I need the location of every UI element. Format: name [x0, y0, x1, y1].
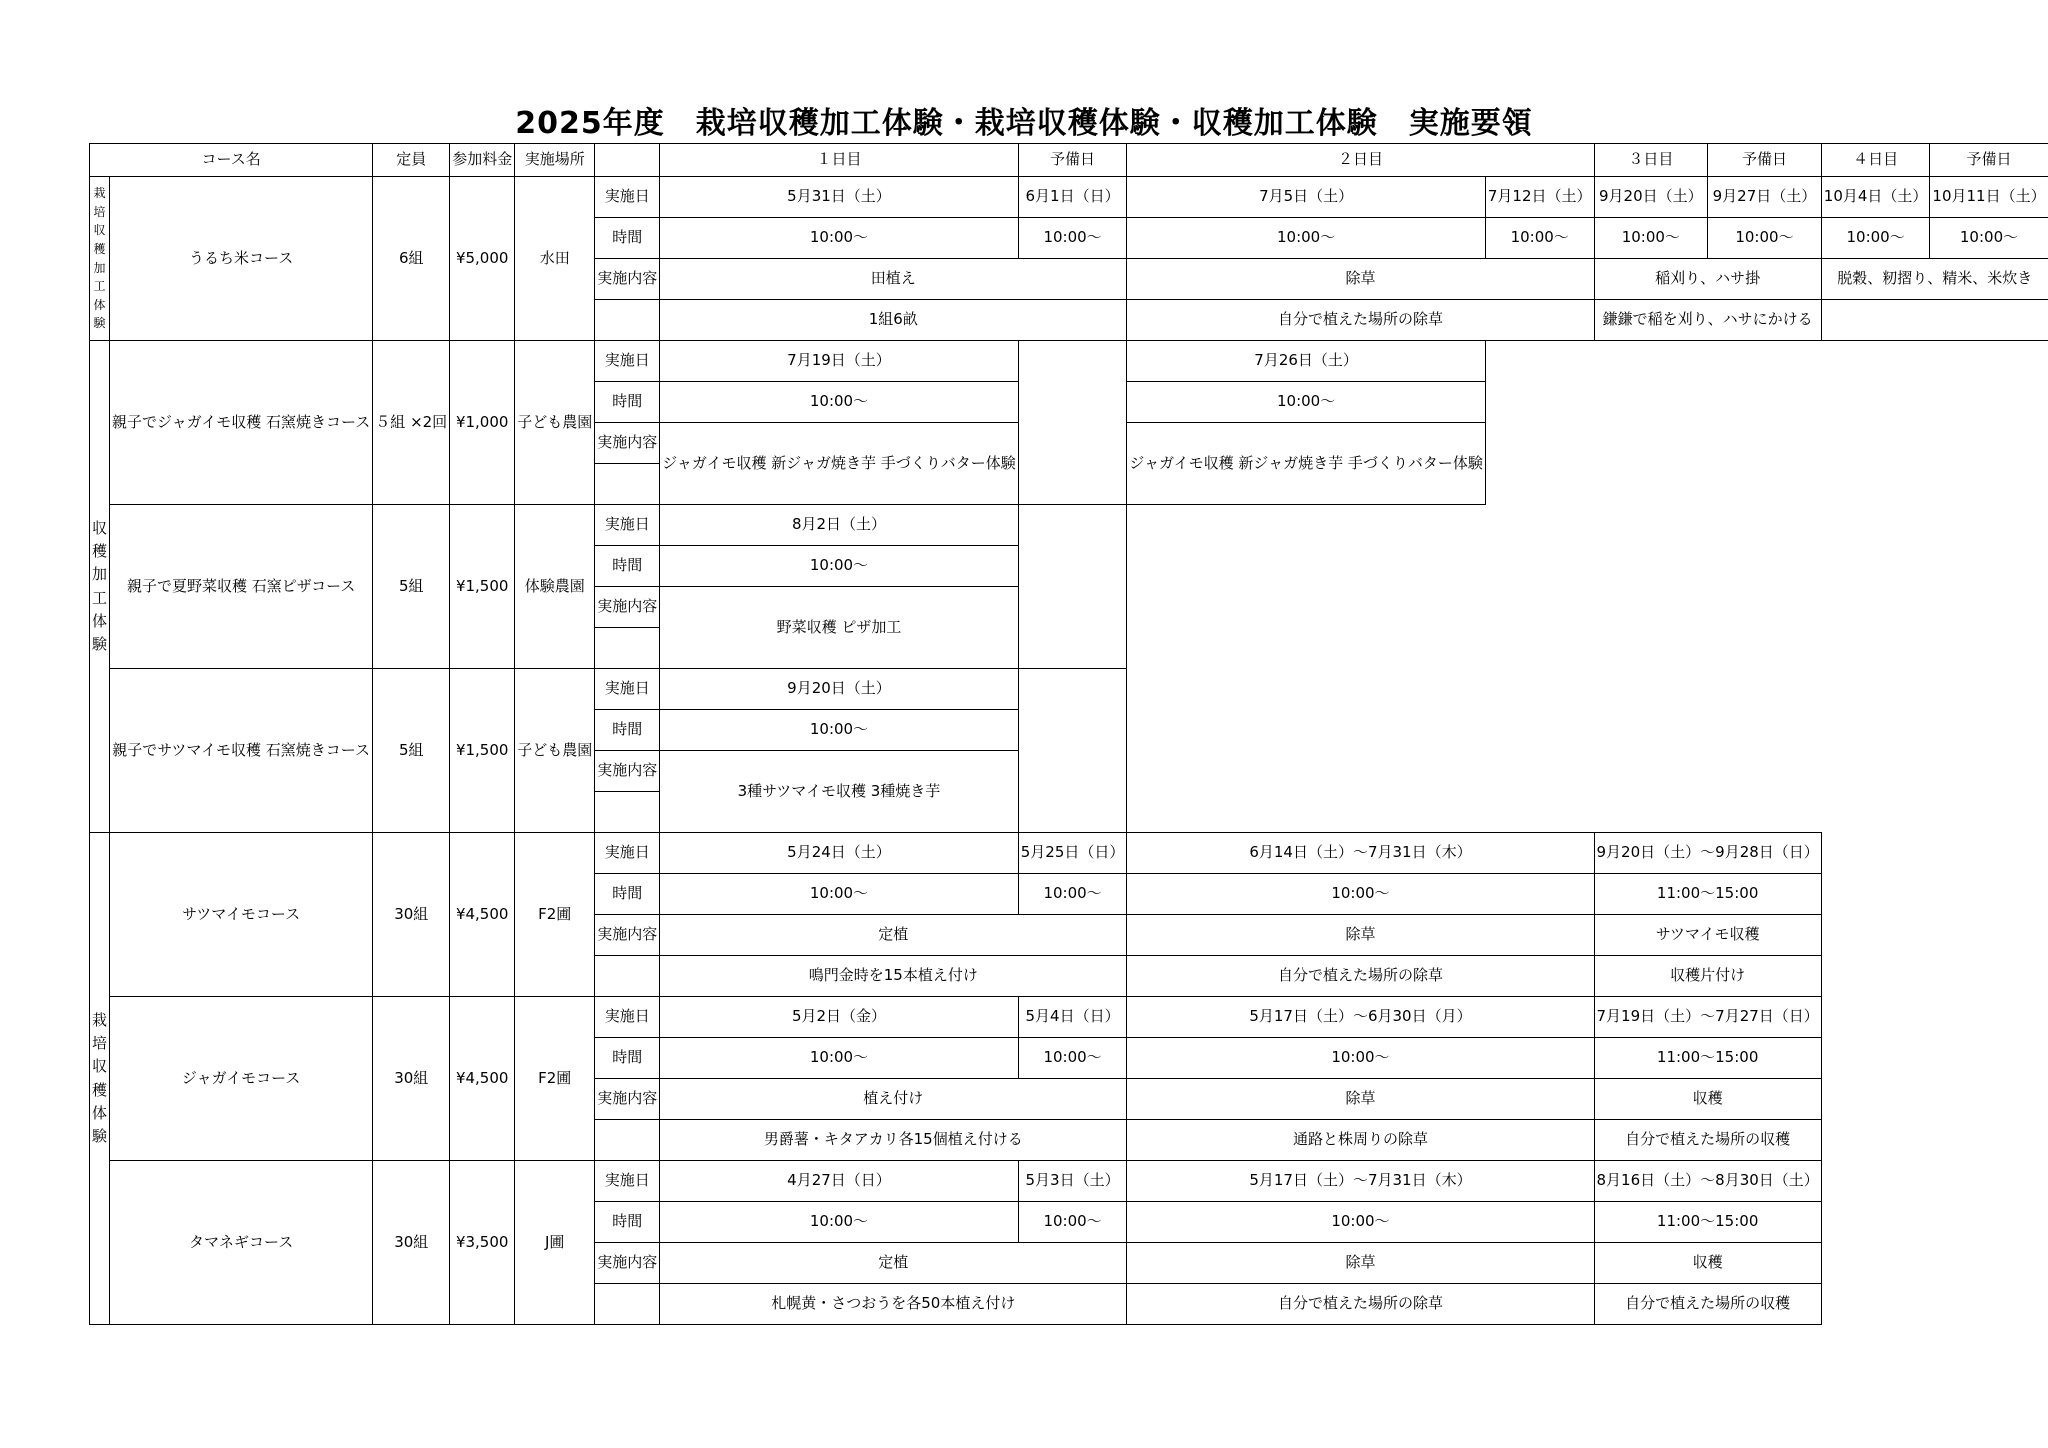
course-place: 水田: [515, 177, 595, 341]
date-cell: 9月20日（土）: [1594, 177, 1708, 218]
row-label-time: 時間: [595, 218, 660, 259]
group-label-cultivation-harvest: 栽 培 収 穫 体 験: [90, 833, 110, 1325]
row-label-content: 実施内容: [595, 1243, 660, 1284]
note-cell: 鎌鎌で稲を刈り、ハサにかける: [1594, 300, 1821, 341]
row-label-time: 時間: [595, 710, 660, 751]
course-capacity: 6組: [373, 177, 450, 341]
date-cell: 9月20日（土）: [660, 669, 1019, 710]
note-cell: 自分で植えた場所の除草: [1127, 300, 1594, 341]
time-cell: 10:00～: [1018, 218, 1127, 259]
content-cell: 除草: [1127, 259, 1594, 300]
course-place: F2圃: [515, 833, 595, 997]
course-fee: ¥4,500: [450, 997, 515, 1161]
date-cell: 6月14日（土）～7月31日（木）: [1127, 833, 1594, 874]
course-name: うるち米コース: [110, 177, 373, 341]
header-row: [90, 144, 2048, 177]
row-label-date: 実施日: [595, 505, 660, 546]
note-cell: 鳴門金時を15本植え付け: [660, 956, 1127, 997]
note-cell: 通路と株周りの除草: [1127, 1120, 1594, 1161]
time-cell: 10:00～: [1127, 874, 1594, 915]
row-label-content: 実施内容: [595, 915, 660, 956]
header-item: [595, 144, 660, 177]
time-cell: 10:00～: [660, 546, 1019, 587]
course-capacity: 5組: [373, 669, 450, 833]
row-label-date: 実施日: [595, 833, 660, 874]
row-label-content: 実施内容: [595, 751, 660, 792]
course-name: ジャガイモコース: [110, 997, 373, 1161]
schedule-table: [89, 143, 2048, 1325]
note-cell: 札幌黄・さつおうを各50本植え付け: [660, 1284, 1127, 1325]
date-cell: 7月12日（土）: [1485, 177, 1594, 218]
note-cell: [1821, 300, 2048, 341]
note-cell: 自分で植えた場所の収穫: [1594, 1120, 1821, 1161]
course-place: 子ども農園: [515, 341, 595, 505]
row-label-time: 時間: [595, 382, 660, 423]
row-label-note: [595, 464, 660, 505]
group-label-harvest-processing: 収 穫 加 工 体 験: [90, 341, 110, 833]
note-cell: 自分で植えた場所の除草: [1127, 1284, 1594, 1325]
time-cell: 10:00～: [1018, 874, 1127, 915]
row-label-note: [595, 1284, 660, 1325]
date-cell: 5月24日（土）: [660, 833, 1019, 874]
date-cell: 6月1日（日）: [1018, 177, 1127, 218]
row-label-date: 実施日: [595, 1161, 660, 1202]
time-cell: 10:00～: [660, 382, 1019, 423]
course-fee: ¥5,000: [450, 177, 515, 341]
header-day4: ４日目: [1821, 144, 1930, 177]
content-cell: ジャガイモ収穫 新ジャガ焼き芋 手づくりバター体験: [660, 423, 1019, 505]
time-cell: 11:00～15:00: [1594, 1038, 1821, 1079]
date-cell: 5月17日（土）～7月31日（木）: [1127, 1161, 1594, 1202]
date-cell: 8月2日（土）: [660, 505, 1019, 546]
row-label-note: [595, 1120, 660, 1161]
course-capacity: 30組: [373, 833, 450, 997]
date-cell: 5月31日（土）: [660, 177, 1019, 218]
time-cell: 10:00～: [1821, 218, 1930, 259]
header-reserve3: 予備日: [1708, 144, 1822, 177]
row-label-time: 時間: [595, 1038, 660, 1079]
table-row: [90, 1161, 2048, 1202]
group-label-cultivation-harvest-processing: 栽 培 収 穫 加 工 体 験: [90, 177, 110, 341]
header-fee: 参加料金: [450, 144, 515, 177]
note-cell: 男爵薯・キタアカリ各15個植え付ける: [660, 1120, 1127, 1161]
content-cell: ジャガイモ収穫 新ジャガ焼き芋 手づくりバター体験: [1127, 423, 1486, 505]
course-fee: ¥1,000: [450, 341, 515, 505]
time-cell: 10:00～: [660, 218, 1019, 259]
header-place: 実施場所: [515, 144, 595, 177]
empty-area: [1485, 341, 2048, 833]
date-cell: 5月4日（日）: [1018, 997, 1127, 1038]
row-label-note: [595, 792, 660, 833]
schedule-sheet: [89, 143, 2048, 1325]
header-reserve4: 予備日: [1930, 144, 2048, 177]
time-cell: 10:00～: [1127, 218, 1486, 259]
content-cell: 除草: [1127, 1079, 1594, 1120]
row-label-content: 実施内容: [595, 587, 660, 628]
date-cell: 10月4日（土）: [1821, 177, 1930, 218]
date-cell: 10月11日（土）: [1930, 177, 2048, 218]
date-cell: 7月19日（土）: [660, 341, 1019, 382]
empty-reserve-cell: [1018, 669, 1127, 833]
time-cell: 10:00～: [1018, 1038, 1127, 1079]
header-day2: ２日目: [1127, 144, 1594, 177]
time-cell: 10:00～: [660, 1038, 1019, 1079]
time-cell: 10:00～: [1127, 1202, 1594, 1243]
row-label-content: 実施内容: [595, 423, 660, 464]
date-cell: 4月27日（日）: [660, 1161, 1019, 1202]
date-cell: 7月5日（土）: [1127, 177, 1486, 218]
page-title: 2025年度 栽培収穫加工体験・栽培収穫体験・収穫加工体験 実施要領: [515, 106, 1533, 141]
row-label-date: 実施日: [595, 341, 660, 382]
empty-reserve-cell: [1018, 341, 1127, 505]
row-label-note: [595, 300, 660, 341]
course-place: 体験農園: [515, 505, 595, 669]
table-row: [90, 997, 2048, 1038]
course-place: F2圃: [515, 997, 595, 1161]
row-label-date: 実施日: [595, 997, 660, 1038]
content-cell: 除草: [1127, 1243, 1594, 1284]
time-cell: 11:00～15:00: [1594, 1202, 1821, 1243]
content-cell: 定植: [660, 1243, 1127, 1284]
time-cell: 10:00～: [1127, 1038, 1594, 1079]
date-cell: 5月17日（土）～6月30日（月）: [1127, 997, 1594, 1038]
content-cell: サツマイモ収穫: [1594, 915, 1821, 956]
row-label-date: 実施日: [595, 177, 660, 218]
date-cell: 9月27日（土）: [1708, 177, 1822, 218]
content-cell: 除草: [1127, 915, 1594, 956]
time-cell: 10:00～: [660, 874, 1019, 915]
time-cell: 10:00～: [660, 710, 1019, 751]
row-label-date: 実施日: [595, 669, 660, 710]
time-cell: 10:00～: [1594, 218, 1708, 259]
course-capacity: 30組: [373, 997, 450, 1161]
course-fee: ¥3,500: [450, 1161, 515, 1325]
header-capacity: 定員: [373, 144, 450, 177]
row-label-time: 時間: [595, 546, 660, 587]
row-label-time: 時間: [595, 1202, 660, 1243]
empty-reserve-cell: [1018, 505, 1127, 669]
date-cell: 7月19日（土）～7月27日（日）: [1594, 997, 1821, 1038]
course-capacity: ５組 ×2回: [373, 341, 450, 505]
note-cell: 1組6畝: [660, 300, 1127, 341]
content-cell: 3種サツマイモ収穫 3種焼き芋: [660, 751, 1019, 833]
time-cell: 10:00～: [1127, 382, 1486, 423]
course-fee: ¥1,500: [450, 505, 515, 669]
row-label-content: 実施内容: [595, 259, 660, 300]
content-cell: 田植え: [660, 259, 1127, 300]
time-cell: 10:00～: [1018, 1202, 1127, 1243]
course-capacity: 30組: [373, 1161, 450, 1325]
content-cell: 稲刈り、ハサ掛: [1594, 259, 1821, 300]
time-cell: 11:00～15:00: [1594, 874, 1821, 915]
content-cell: 脱穀、籾摺り、精米、米炊き: [1821, 259, 2048, 300]
course-name: 親子でサツマイモ収穫 石窯焼きコース: [110, 669, 373, 833]
date-cell: 5月25日（日）: [1018, 833, 1127, 874]
row-label-content: 実施内容: [595, 1079, 660, 1120]
note-cell: 収穫片付け: [1594, 956, 1821, 997]
note-cell: 自分で植えた場所の除草: [1127, 956, 1594, 997]
time-cell: 10:00～: [1485, 218, 1594, 259]
content-cell: 野菜収穫 ピザ加工: [660, 587, 1019, 669]
time-cell: 10:00～: [1930, 218, 2048, 259]
course-capacity: 5組: [373, 505, 450, 669]
table-row: [90, 833, 2048, 874]
date-cell: 9月20日（土）～9月28日（日）: [1594, 833, 1821, 874]
row-label-note: [595, 956, 660, 997]
note-cell: 自分で植えた場所の収穫: [1594, 1284, 1821, 1325]
table-row: [90, 177, 2048, 218]
table-row: [90, 341, 2048, 382]
course-name: サツマイモコース: [110, 833, 373, 997]
date-cell: 7月26日（土）: [1127, 341, 1486, 382]
course-name: タマネギコース: [110, 1161, 373, 1325]
date-cell: 8月16日（土）～8月30日（土）: [1594, 1161, 1821, 1202]
row-label-time: 時間: [595, 874, 660, 915]
empty-day4-area: [1821, 833, 2048, 1325]
course-fee: ¥4,500: [450, 833, 515, 997]
course-name: 親子でジャガイモ収穫 石窯焼きコース: [110, 341, 373, 505]
header-reserve1: 予備日: [1018, 144, 1127, 177]
header-course: コース名: [90, 144, 373, 177]
time-cell: 10:00～: [660, 1202, 1019, 1243]
empty-day2-area: [1127, 505, 1486, 833]
date-cell: 5月2日（金）: [660, 997, 1019, 1038]
header-day1: １日目: [660, 144, 1019, 177]
course-fee: ¥1,500: [450, 669, 515, 833]
course-place: J圃: [515, 1161, 595, 1325]
date-cell: 5月3日（土）: [1018, 1161, 1127, 1202]
content-cell: 植え付け: [660, 1079, 1127, 1120]
header-day3: ３日目: [1594, 144, 1708, 177]
content-cell: 定植: [660, 915, 1127, 956]
row-label-note: [595, 628, 660, 669]
course-place: 子ども農園: [515, 669, 595, 833]
time-cell: 10:00～: [1708, 218, 1822, 259]
course-name: 親子で夏野菜収穫 石窯ピザコース: [110, 505, 373, 669]
content-cell: 収穫: [1594, 1243, 1821, 1284]
content-cell: 収穫: [1594, 1079, 1821, 1120]
